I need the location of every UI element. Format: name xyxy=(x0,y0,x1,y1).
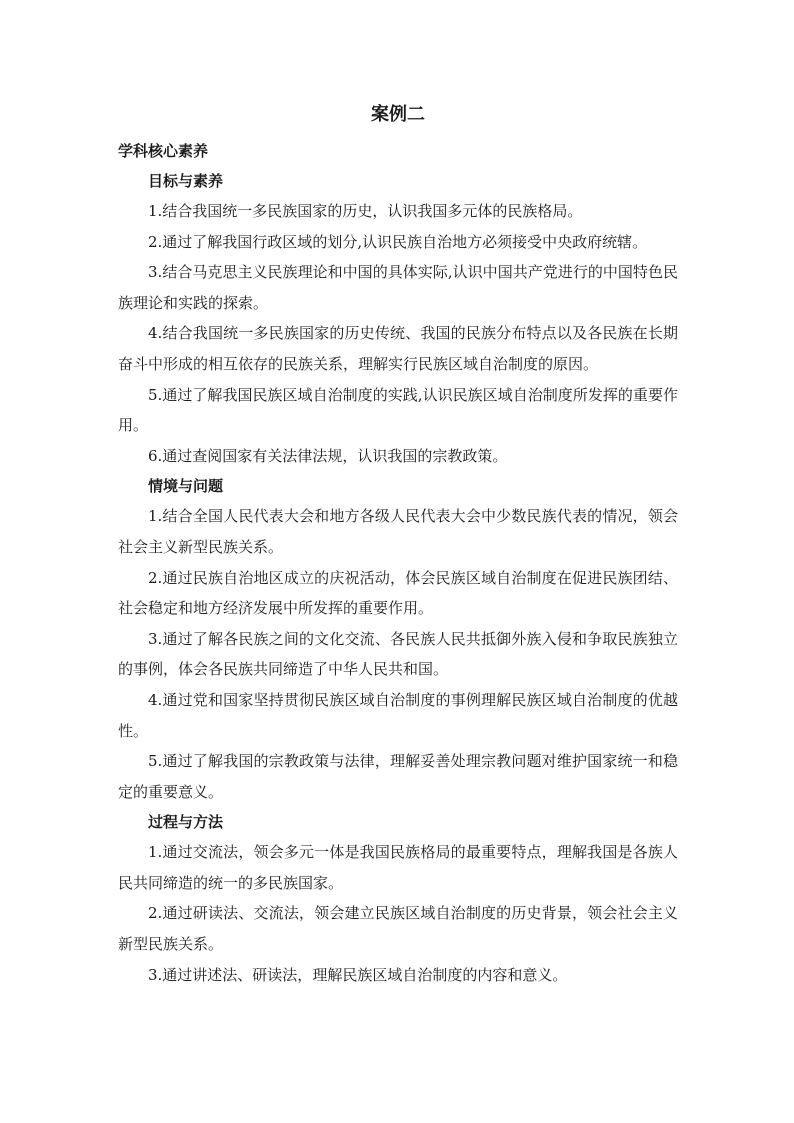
list-item: 6.通过查阅国家有关法律法规，认识我国的宗教政策。 xyxy=(148,446,508,465)
section-title: 学科核心素养 xyxy=(118,142,209,160)
list-item: 5.通过了解我国的宗教政策与法律，理解妥善处理宗教问题对维护国家统一和稳定的重要意义。 xyxy=(118,752,678,801)
subsection-goals xyxy=(118,166,678,471)
list-item: 2.通过研读法、交流法，领会建立民族区域自治制度的历史背景，领会社会主义新型民族关系。 xyxy=(118,904,678,954)
subsection-title: 过程与方法 xyxy=(148,813,224,832)
subsection-title: 目标与素养 xyxy=(148,172,224,190)
list-item: 2.通过民族自治地区成立的庆祝活动，体会民族区域自治制度在促进民族团结、社会稳定和地方经济发展中所发挥的重要作用。 xyxy=(118,568,678,618)
list-item: 1.结合全国人民代表大会和地方各级人民代表大会中少数民族代表的情况，领会社会主义新型民族关系。 xyxy=(118,507,678,556)
document-title: 案例二 xyxy=(371,104,425,125)
subsection-situations xyxy=(118,471,678,807)
list-item: 1.结合我国统一多民族国家的历史，认识我国多元体的民族格局。 xyxy=(148,202,583,220)
list-item: 2.通过了解我国行政区域的划分,认识民族自治地方必须接受中央政府统辖。 xyxy=(148,232,648,251)
subsection-title: 情境与问题 xyxy=(148,477,224,496)
list-item: 3.通过了解各民族之间的文化交流、各民族人民共抵御外族入侵和争取民族独立的事例，体会各民族共同缔造了中华人民共和国。 xyxy=(118,629,678,679)
document-page xyxy=(118,100,678,990)
list-item: 1.通过交流法，领会多元一体是我国民族格局的最重要特点，理解我国是各族人民共同缔造的统一的多民族国家。 xyxy=(118,843,678,892)
list-item: 3.结合马克思主义民族理论和中国的具体实际,认识中国共产党进行的中国特色民族理论和实践的探索。 xyxy=(118,263,678,312)
subsection-methods xyxy=(118,807,678,990)
list-item: 4.结合我国统一多民族国家的历史传统、我国的民族分布特点以及各民族在长期奋斗中形成的相互依存的民族关系，理解实行民族区域自治制度的原因。 xyxy=(118,324,678,373)
list-item: 4.通过党和国家坚持贯彻民族区域自治制度的事例理解民族区域自治制度的优越性。 xyxy=(118,690,678,740)
list-item: 5.通过了解我国民族区域自治制度的实践,认识民族区域自治制度所发挥的重要作用。 xyxy=(118,385,678,435)
list-item: 3.通过讲述法、研读法，理解民族区域自治制度的内容和意义。 xyxy=(148,965,568,984)
